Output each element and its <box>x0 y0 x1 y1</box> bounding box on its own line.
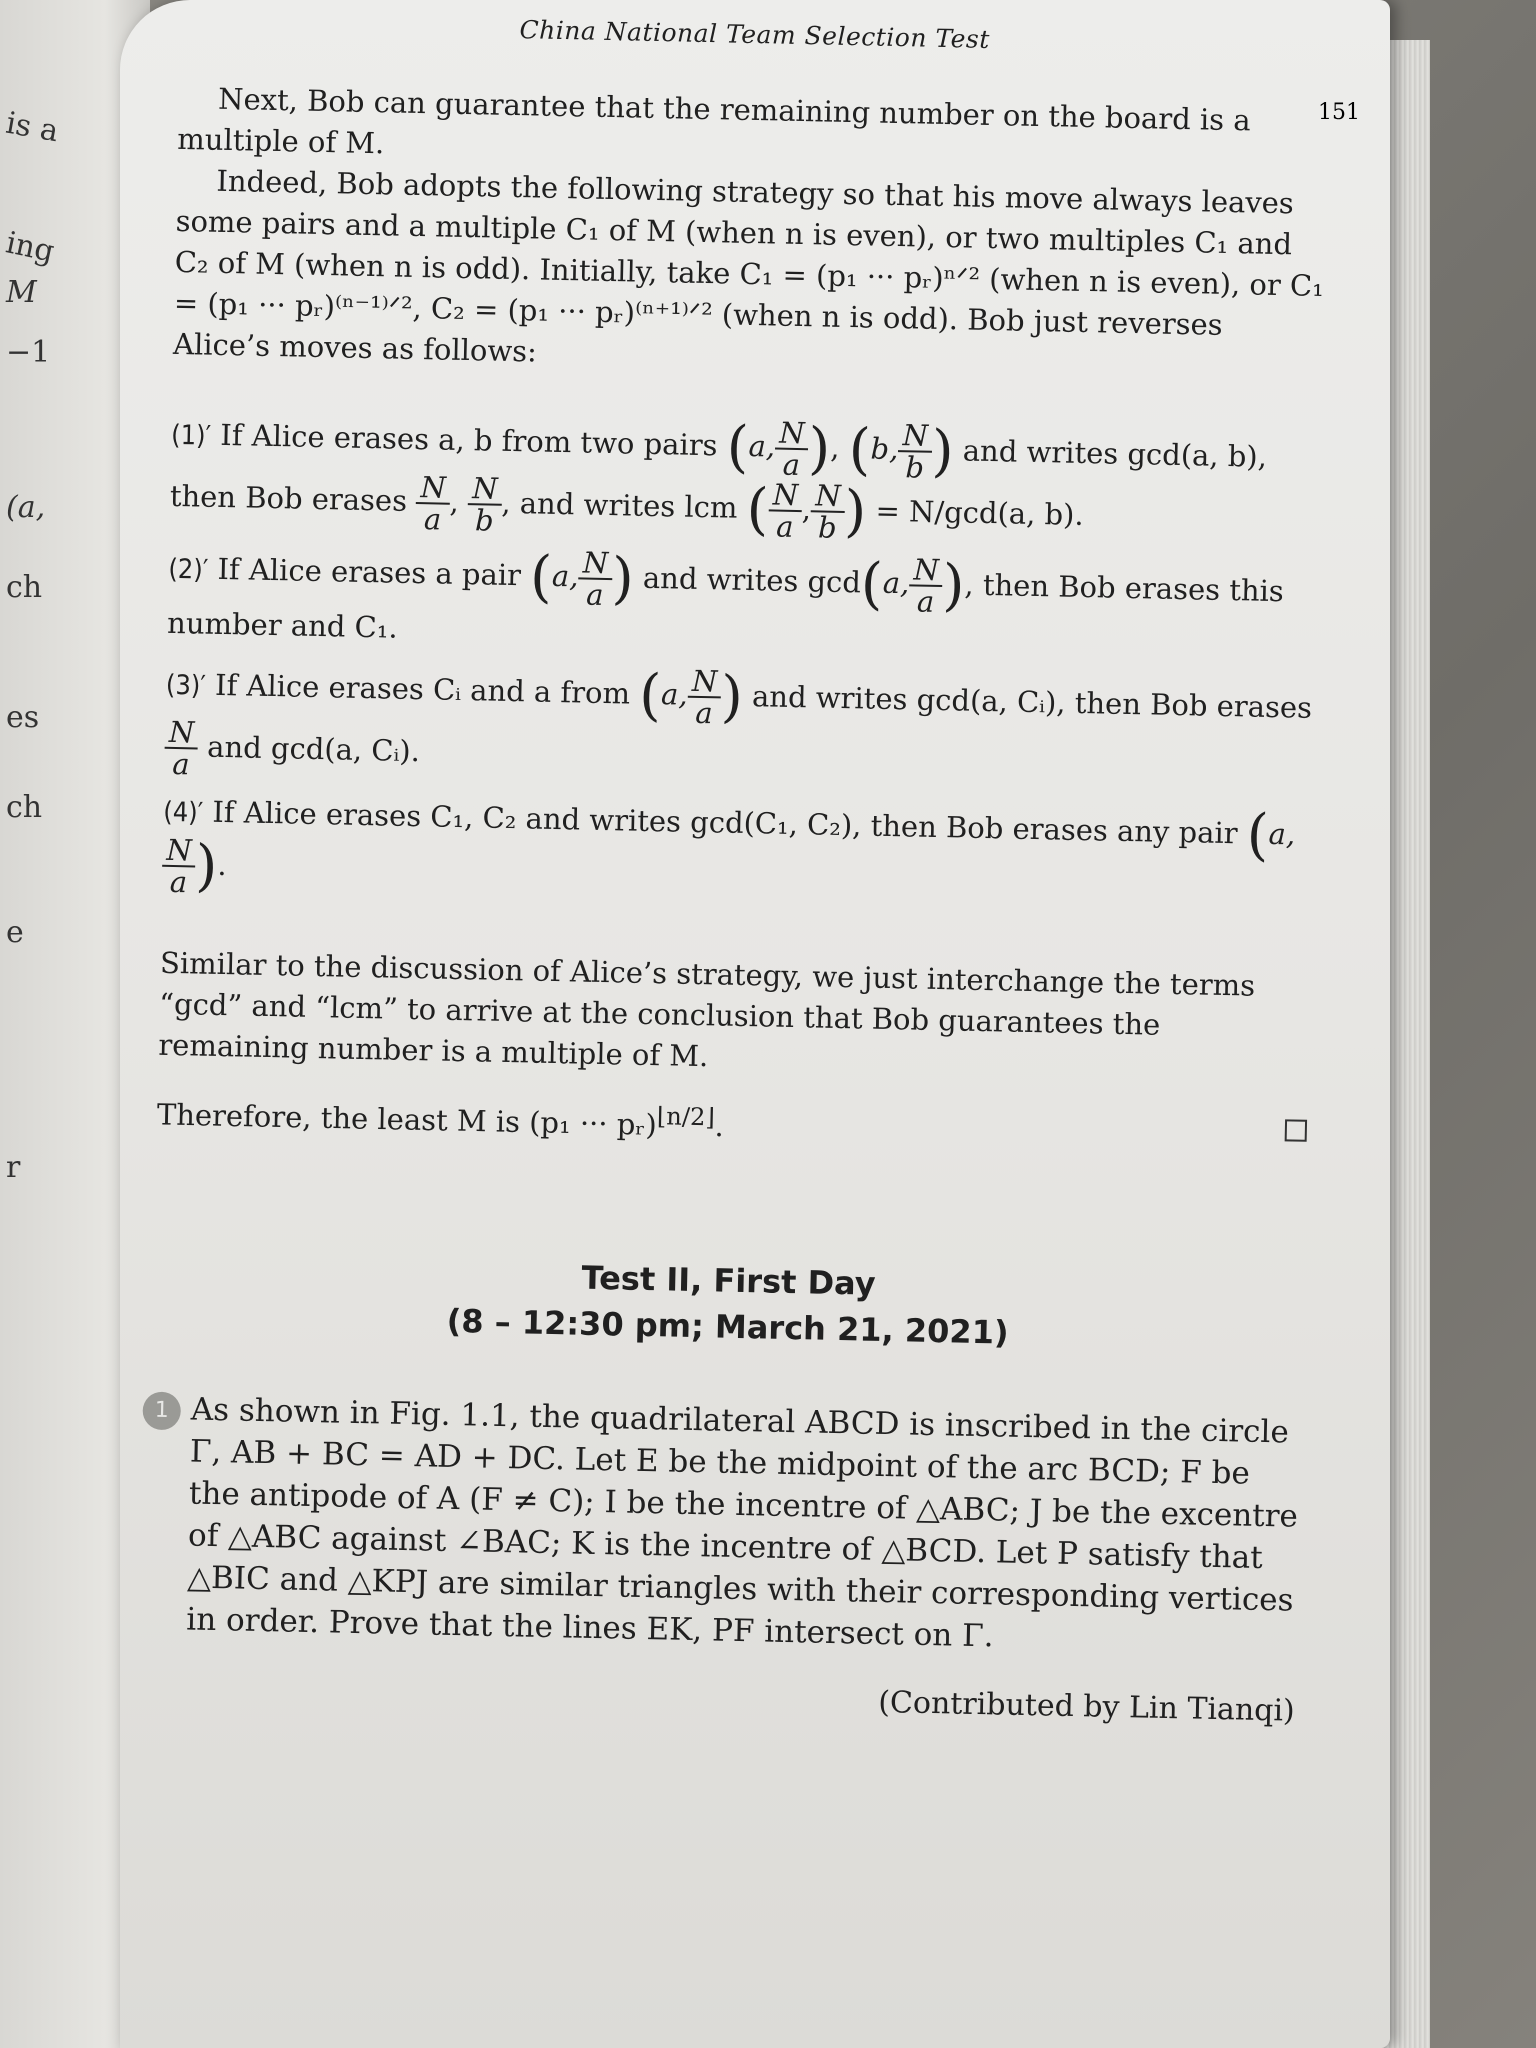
problem-1 <box>146 1387 1301 1663</box>
left-fragment: M <box>6 275 37 310</box>
item-text: , then Bob erases this number and C₁. <box>166 567 1285 645</box>
item-label: (2)′ <box>168 553 209 586</box>
fraction: $\frac{N}{a}$ <box>774 418 809 481</box>
item-text: If Alice erases a pair <box>217 551 522 593</box>
fraction: $\frac{N}{a}$ <box>578 547 613 610</box>
fraction: $\frac{N}{a}$ <box>687 666 722 729</box>
item-text: If Alice erases Cᵢ and a from <box>214 667 631 711</box>
left-fragment: r <box>6 1150 21 1185</box>
left-fragment: ch <box>6 790 43 825</box>
item-text: = N/gcd(a, b). <box>875 493 1085 532</box>
pair-term: a, <box>882 565 910 601</box>
fraction: $\frac{N}{b}$ <box>810 480 845 543</box>
test-title-line: Test II, First Day <box>581 1258 876 1303</box>
test-title <box>152 1245 1304 1361</box>
item-text: and writes gcd(a, b), then Bob erases <box>169 433 1268 518</box>
strategy-item-2: (2)′ If Alice erases a pair (a, $\frac{N}{a}$ ) and writes gcd(a, $\frac{N}{a}$ ), then Bob erases this number and C₁. <box>166 544 1285 645</box>
fraction: $\frac{N}{a}$ <box>909 554 944 617</box>
item-label: (1)′ <box>170 419 212 452</box>
fraction: $\frac{N}{a}$ <box>416 472 451 535</box>
paragraph: Next, Bob can guarantee that the remaining number on the board is a multiple of M. <box>177 81 1251 161</box>
pair-term: b, <box>870 431 899 467</box>
fraction: $\frac{N}{b}$ <box>467 473 502 536</box>
fraction: $\frac{N}{a}$ <box>164 717 199 780</box>
pair-term: a, <box>748 428 776 464</box>
item-text: If Alice erases a, b from two pairs <box>219 417 718 463</box>
book-page <box>120 0 1390 2048</box>
item-text: and writes gcd(a, Cᵢ), then Bob erases <box>751 679 1313 725</box>
item-label: (3)′ <box>165 669 207 702</box>
problem-text: As shown in Fig. 1.1, the quadrilateral ABCD is inscribed in the circle Γ, AB + BC = AD + DC. Let E be the midpoint of the arc BCD; F be the antipode of A (F ≠ C); I be the incentre of △ABC; J be the excentre of △ABC against ∠BAC; K is the incentre of △BCD. Let P satisfy that △BIC and △KPJ are similar triangles with their corresponding vertices in order. Prove that the lines EK, PF intersect on Γ. <box>186 1391 1299 1655</box>
page-number: 151 <box>1318 100 1360 125</box>
left-fragment: ing <box>2 225 58 270</box>
item-text: . <box>217 847 227 883</box>
fraction: $\frac{N}{b}$ <box>898 420 933 483</box>
paragraph: Indeed, Bob adopts the following strategy so that his move always leaves some pairs and a multiple C₁ of M (when n is even), or two multiples C₁ and C₂ of M (when n is odd). Initially, take C₁ = (p₁ ··· pᵣ)ⁿᐟ² (when n is even), or C₁ = (p₁ ··· pᵣ)⁽ⁿ⁻¹⁾ᐟ², C₂ = (p₁ ··· pᵣ)⁽ⁿ⁺¹⁾ᐟ² (when n is odd). Bob just reverses Alice’s moves as follows: <box>172 163 1325 369</box>
fraction: $\frac{N}{a}$ <box>162 835 197 898</box>
left-fragment: −1 <box>6 335 51 370</box>
pair-term: a, <box>551 558 579 594</box>
pair-term: a, <box>660 677 688 712</box>
item-label: (4)′ <box>162 796 204 829</box>
left-fragment: ch <box>6 570 43 605</box>
item-text: and gcd(a, Cᵢ). <box>206 729 421 769</box>
running-header: China National Team Selection Test <box>519 15 991 54</box>
qed-square-icon <box>1285 1119 1307 1141</box>
problem-number-badge: 1 <box>142 1391 181 1430</box>
pair-term: a, <box>1268 816 1296 852</box>
problem-credit: (Contributed by Lin Tianqi) <box>877 1684 1296 1729</box>
page-content <box>145 8 1330 1728</box>
strategy-item-1: (1)′ If Alice erases a, b from two pairs (a, $\frac{N}{a}$ ), (b, $\frac{N}{b}$ ) and writes gcd(a, b), then Bob erases $\frac{N}{a}$ , $\frac{N}{b}$ , and writes lcm ( $\frac{N}{a}$ , $\frac{N}{b}$ ) = N/gcd(a, b). <box>169 414 1268 545</box>
strategy-item-3: (3)′ If Alice erases Cᵢ and a from (a, $\frac{N}{a}$ ) and writes gcd(a, Cᵢ), then Bob erases $\frac{N}{a}$ and gcd(a, Cᵢ). <box>165 662 1313 782</box>
left-fragment: e <box>6 915 24 950</box>
left-fragment: is a <box>3 105 62 150</box>
strategy-item-4: (4)′ If Alice erases C₁, C₂ and writes gcd(C₁, C₂), then Bob erases any pair (a, $\frac{N}{a}$ ). <box>162 794 1296 900</box>
left-fragment: es <box>6 700 40 735</box>
item-text: If Alice erases C₁, C₂ and writes gcd(C₁, C₂), then Bob erases any pair <box>212 794 1238 851</box>
item-text: and writes gcd <box>642 560 862 600</box>
conclusion-text: Therefore, the least M is (p₁ ··· pᵣ) <box>156 1097 658 1142</box>
item-text: , and writes lcm <box>501 485 738 525</box>
left-fragment: (a, <box>6 490 46 525</box>
closing-paragraph: Similar to the discussion of Alice’s strategy, we just interchange the terms “gcd” and “lcm” to arrive at the conclusion that Bob guarantees the remaining number is a multiple of M. <box>158 945 1256 1074</box>
conclusion-exponent: ⌊n/2⌋ <box>656 1102 716 1132</box>
fraction: $\frac{N}{a}$ <box>768 479 803 542</box>
test-date-line: (8 – 12:30 pm; March 21, 2021) <box>446 1301 1009 1352</box>
conclusion-line: Therefore, the least M is (p₁ ··· pᵣ)$^{⌊n/2⌋}$. <box>157 1086 1308 1160</box>
